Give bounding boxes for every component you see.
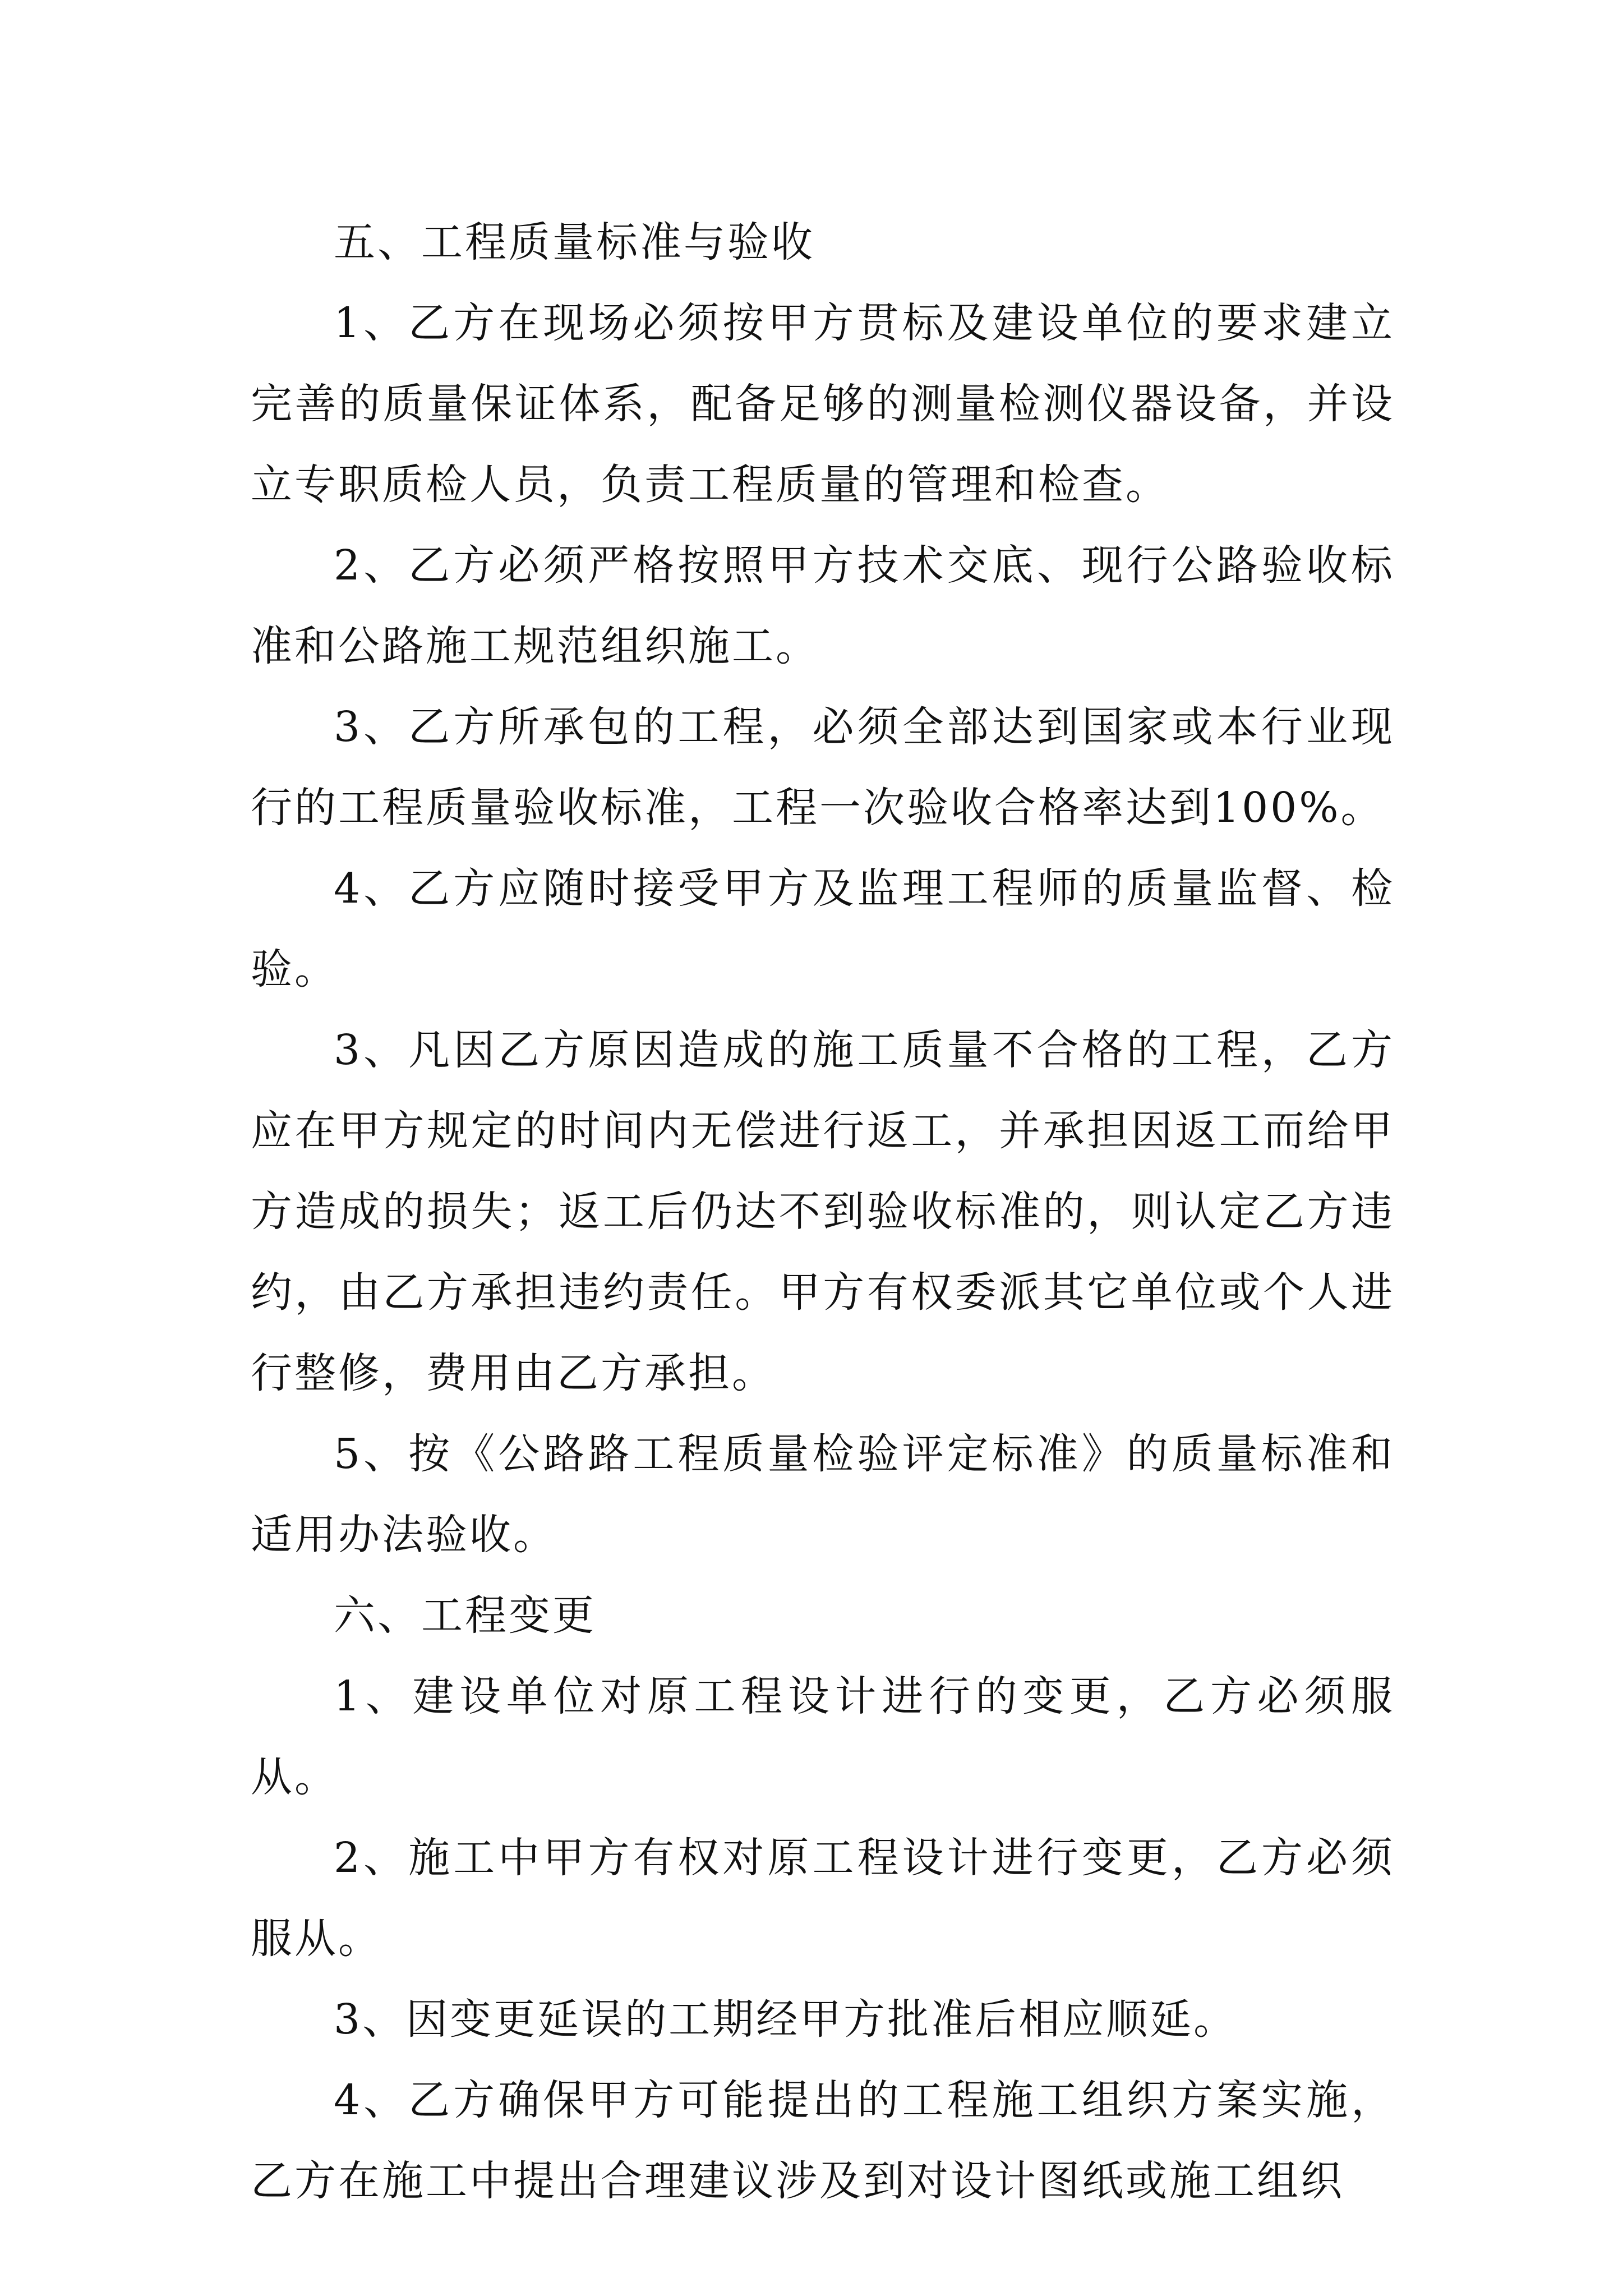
- paragraph-evaluation-standard: 5、按《公路路工程质量检验评定标准》的质量标准和适用办法验收。: [251, 1430, 1395, 1559]
- section-heading-quality: 五、工程质量标准与验收: [334, 218, 815, 266]
- paragraph-schedule-extension: 3、因变更延误的工期经甲方批准后相应顺延。: [334, 1995, 1238, 2044]
- paragraph-quality-system: 1、乙方在现场必须按甲方贯标及建设单位的要求建立完善的质量保证体系，配备足够的测量检测仪器设备，并设立专职质检人员，负责工程质量的管理和检查。: [251, 299, 1395, 509]
- paragraph-owner-changes: 1、建设单位对原工程设计进行的变更，乙方必须服从。: [251, 1672, 1395, 1801]
- paragraph-acceptance-rate: 3、乙方所承包的工程，必须全部达到国家或本行业现行的工程质量验收标准，工程一次验收合格率达到100%。: [251, 703, 1395, 832]
- paragraph-rework-liability: 3、凡因乙方原因造成的施工质量不合格的工程，乙方应在甲方规定的时间内无偿进行返工，并承担因返工而给甲方造成的损失；返工后仍达不到验收标准的，则认定乙方违约，由乙方承担违约责任。甲方有权委派其它单位或个人进行整修，费用由乙方承担。: [251, 1026, 1395, 1397]
- document-body: [251, 202, 1395, 2221]
- paragraph-construction-plan: 4、乙方确保甲方可能提出的工程施工组织方案实施，乙方在施工中提出合理建议涉及到对设计图纸或施工组织: [251, 2076, 1395, 2205]
- paragraph-supervision: 4、乙方应随时接受甲方及监理工程师的质量监督、检验。: [251, 864, 1395, 993]
- paragraph-contractor-changes: 2、施工中甲方有权对原工程设计进行变更，乙方必须服从。: [251, 1834, 1395, 1963]
- section-heading-changes: 六、工程变更: [334, 1591, 596, 1640]
- paragraph-construction-standards: 2、乙方必须严格按照甲方技术交底、现行公路验收标准和公路施工规范组织施工。: [251, 541, 1395, 670]
